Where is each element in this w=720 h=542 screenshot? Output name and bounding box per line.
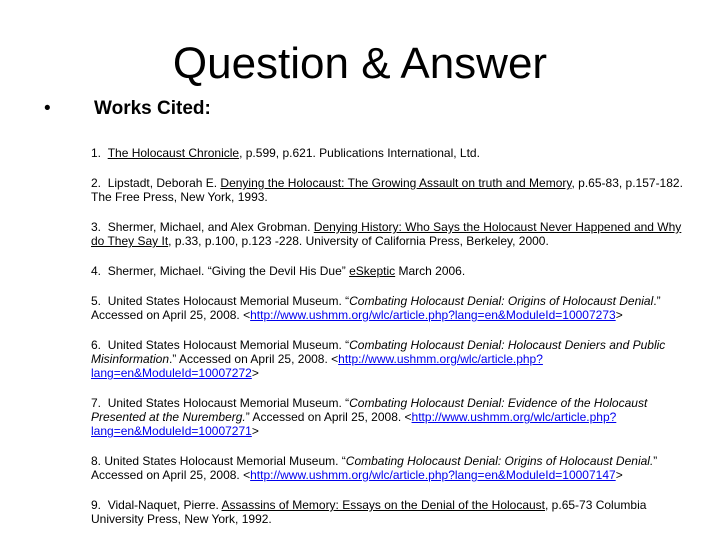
- reference-item: [91, 264, 691, 278]
- reference-accessed: .” Accessed on April 25, 2008.: [169, 352, 332, 366]
- reference-title: Combating Holocaust Denial: Holocaust Deniers and Public Misinformation: [91, 338, 666, 366]
- reference-accessed: ” Accessed on April 25, 2008.: [91, 454, 658, 482]
- reference-author: United States Holocaust Memorial Museum. “: [107, 294, 350, 308]
- reference-accessed: .” Accessed on April 25, 2008.: [91, 294, 661, 322]
- reference-item: [91, 176, 691, 204]
- url-close-bracket: >: [615, 468, 623, 482]
- reference-item: [91, 396, 691, 438]
- reference-item: [91, 146, 691, 160]
- slide-title: Question & Answer: [172, 39, 548, 88]
- reference-author: Shermer, Michael, and Alex Grobman.: [107, 220, 314, 234]
- reference-author: Vidal-Naquet, Pierre.: [107, 498, 222, 512]
- reference-number: 6.: [91, 338, 102, 352]
- reference-number: 7.: [91, 396, 102, 410]
- reference-url-link[interactable]: http://www.ushmm.org/wlc/article.php?lang=en&ModuleId=10007147: [250, 468, 616, 482]
- reference-details: , p.65-73 Columbia University Press, New York, 1992.: [91, 498, 647, 526]
- url-open-bracket: <: [243, 468, 251, 482]
- reference-title: Combating Holocaust Denial: Evidence of the Holocaust Presented at the Nuremberg.: [91, 396, 648, 424]
- bullet-icon: •: [44, 98, 51, 119]
- reference-number: 9.: [91, 498, 102, 512]
- reference-number: 3.: [91, 220, 102, 234]
- reference-number: 1.: [91, 146, 102, 160]
- reference-details: , p.65-83, p.157-182. The Free Press, New York, 1993.: [91, 176, 683, 204]
- reference-list: [91, 146, 691, 542]
- reference-author: United States Holocaust Memorial Museum. “: [107, 338, 350, 352]
- reference-number: 8.: [91, 454, 102, 468]
- reference-number: 5.: [91, 294, 102, 308]
- url-close-bracket: >: [615, 308, 623, 322]
- url-close-bracket: >: [251, 424, 259, 438]
- reference-author: United States Holocaust Memorial Museum. “: [104, 454, 346, 468]
- reference-details: , p.33, p.100, p.123 -228. University of California Press, Berkeley, 2000.: [168, 234, 549, 248]
- reference-title: Denying History: Who Says the Holocaust Never Happened and Why do They Say It: [91, 220, 682, 248]
- reference-number: 2.: [91, 176, 102, 190]
- url-close-bracket: >: [251, 366, 259, 380]
- reference-item: [91, 454, 691, 482]
- reference-url-link[interactable]: http://www.ushmm.org/wlc/article.php?lang=en&ModuleId=10007272: [91, 352, 543, 380]
- reference-item: [91, 338, 691, 380]
- reference-url-link[interactable]: http://www.ushmm.org/wlc/article.php?lang=en&ModuleId=10007271: [91, 410, 617, 438]
- reference-author: United States Holocaust Memorial Museum. “: [107, 396, 350, 410]
- reference-item: [91, 498, 691, 526]
- url-open-bracket: <: [404, 410, 412, 424]
- reference-title: eSkeptic: [349, 264, 396, 278]
- reference-url-link[interactable]: http://www.ushmm.org/wlc/article.php?lang=en&ModuleId=10007273: [250, 308, 616, 322]
- reference-title: The Holocaust Chronicle: [107, 146, 240, 160]
- reference-details: March 2006.: [395, 264, 466, 278]
- reference-author: Lipstadt, Deborah E.: [107, 176, 221, 190]
- reference-accessed: ” Accessed on April 25, 2008.: [245, 410, 405, 424]
- url-open-bracket: <: [243, 308, 251, 322]
- reference-title: Assassins of Memory: Essays on the Denial of the Holocaust: [221, 498, 546, 512]
- reference-details: , p.599, p.621. Publications International, Ltd.: [239, 146, 480, 160]
- url-open-bracket: <: [331, 352, 339, 366]
- reference-title: Denying the Holocaust: The Growing Assault on truth and Memory: [220, 176, 572, 190]
- reference-title: Combating Holocaust Denial: Origins of Holocaust Denial: [349, 294, 654, 308]
- reference-item: [91, 294, 691, 322]
- reference-author: Shermer, Michael. “Giving the Devil His Due”: [107, 264, 350, 278]
- reference-item: [91, 220, 691, 248]
- reference-title: Combating Holocaust Denial: Origins of Holocaust Denial.: [345, 454, 654, 468]
- reference-number: 4.: [91, 264, 102, 278]
- works-cited-heading: Works Cited:: [94, 98, 211, 119]
